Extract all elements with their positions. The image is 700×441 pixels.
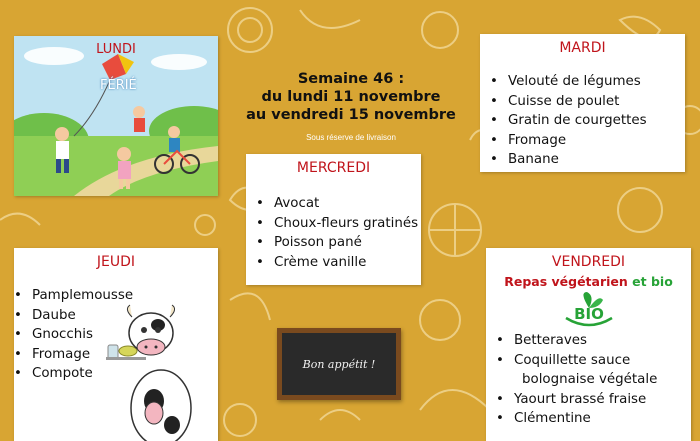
list-item: • Clémentine [496, 409, 657, 429]
list-item: • Compote [14, 364, 218, 384]
list-item: • Banane [490, 150, 685, 170]
list-item: • Pamplemousse [14, 286, 218, 306]
organic-label: et bio [632, 274, 673, 289]
list-item: • Betteraves [496, 331, 657, 351]
list-item: • Yaourt brassé fraise [496, 390, 657, 410]
week-number: Semaine 46 : [297, 71, 405, 87]
list-item: • Crème vanille [256, 253, 421, 273]
card-lundi [14, 36, 218, 196]
list-item: • Gratin de courgettes [490, 111, 685, 131]
list-item: • Poisson pané [256, 233, 421, 253]
list-item: • Daube [14, 306, 218, 326]
mardi-title: MARDI [559, 40, 606, 56]
jeudi-title: JEUDI [96, 254, 136, 270]
card-jeudi [14, 248, 218, 441]
card-vendredi [486, 248, 691, 441]
vendredi-subtitle [486, 274, 691, 289]
list-item: • Gnocchis [14, 325, 218, 345]
bon-appetit-blackboard [277, 328, 401, 400]
list-item-continuation: bolognaise végétale [522, 372, 658, 388]
card-mercredi [246, 154, 421, 285]
bio-logo-text: BIO [574, 305, 604, 323]
list-item: • Velouté de légumes [490, 72, 685, 92]
week-start: du lundi 11 novembre [261, 89, 441, 105]
bio-logo [558, 292, 620, 328]
vendredi-menu [486, 331, 657, 429]
list-item: • Fromage [490, 131, 685, 151]
vegetarian-label: Repas végétarien [504, 274, 628, 289]
card-mardi [480, 34, 685, 172]
list-item: • Choux-fleurs gratinés [256, 214, 421, 234]
mercredi-menu [246, 194, 421, 272]
delivery-note: Sous réserve de livraison [306, 133, 396, 142]
cow-illustration [106, 303, 216, 441]
week-title [232, 70, 470, 124]
mercredi-title: MERCREDI [296, 160, 371, 176]
list-item: • Fromage [14, 345, 218, 365]
mardi-menu [480, 72, 685, 170]
list-item: • Coquillette sauce [496, 351, 657, 371]
lundi-title: LUNDI [96, 42, 136, 57]
kids-playing-illustration [14, 36, 218, 196]
week-end: au vendredi 15 novembre [246, 107, 456, 123]
list-item: • Cuisse de poulet [490, 92, 685, 112]
list-item: • Avocat [256, 194, 421, 214]
vendredi-title: VENDREDI [551, 254, 626, 270]
blackboard-text: Bon appétit ! [282, 333, 396, 395]
list-item-continued [496, 370, 657, 390]
lundi-status: FÉRIÉ [100, 78, 137, 93]
